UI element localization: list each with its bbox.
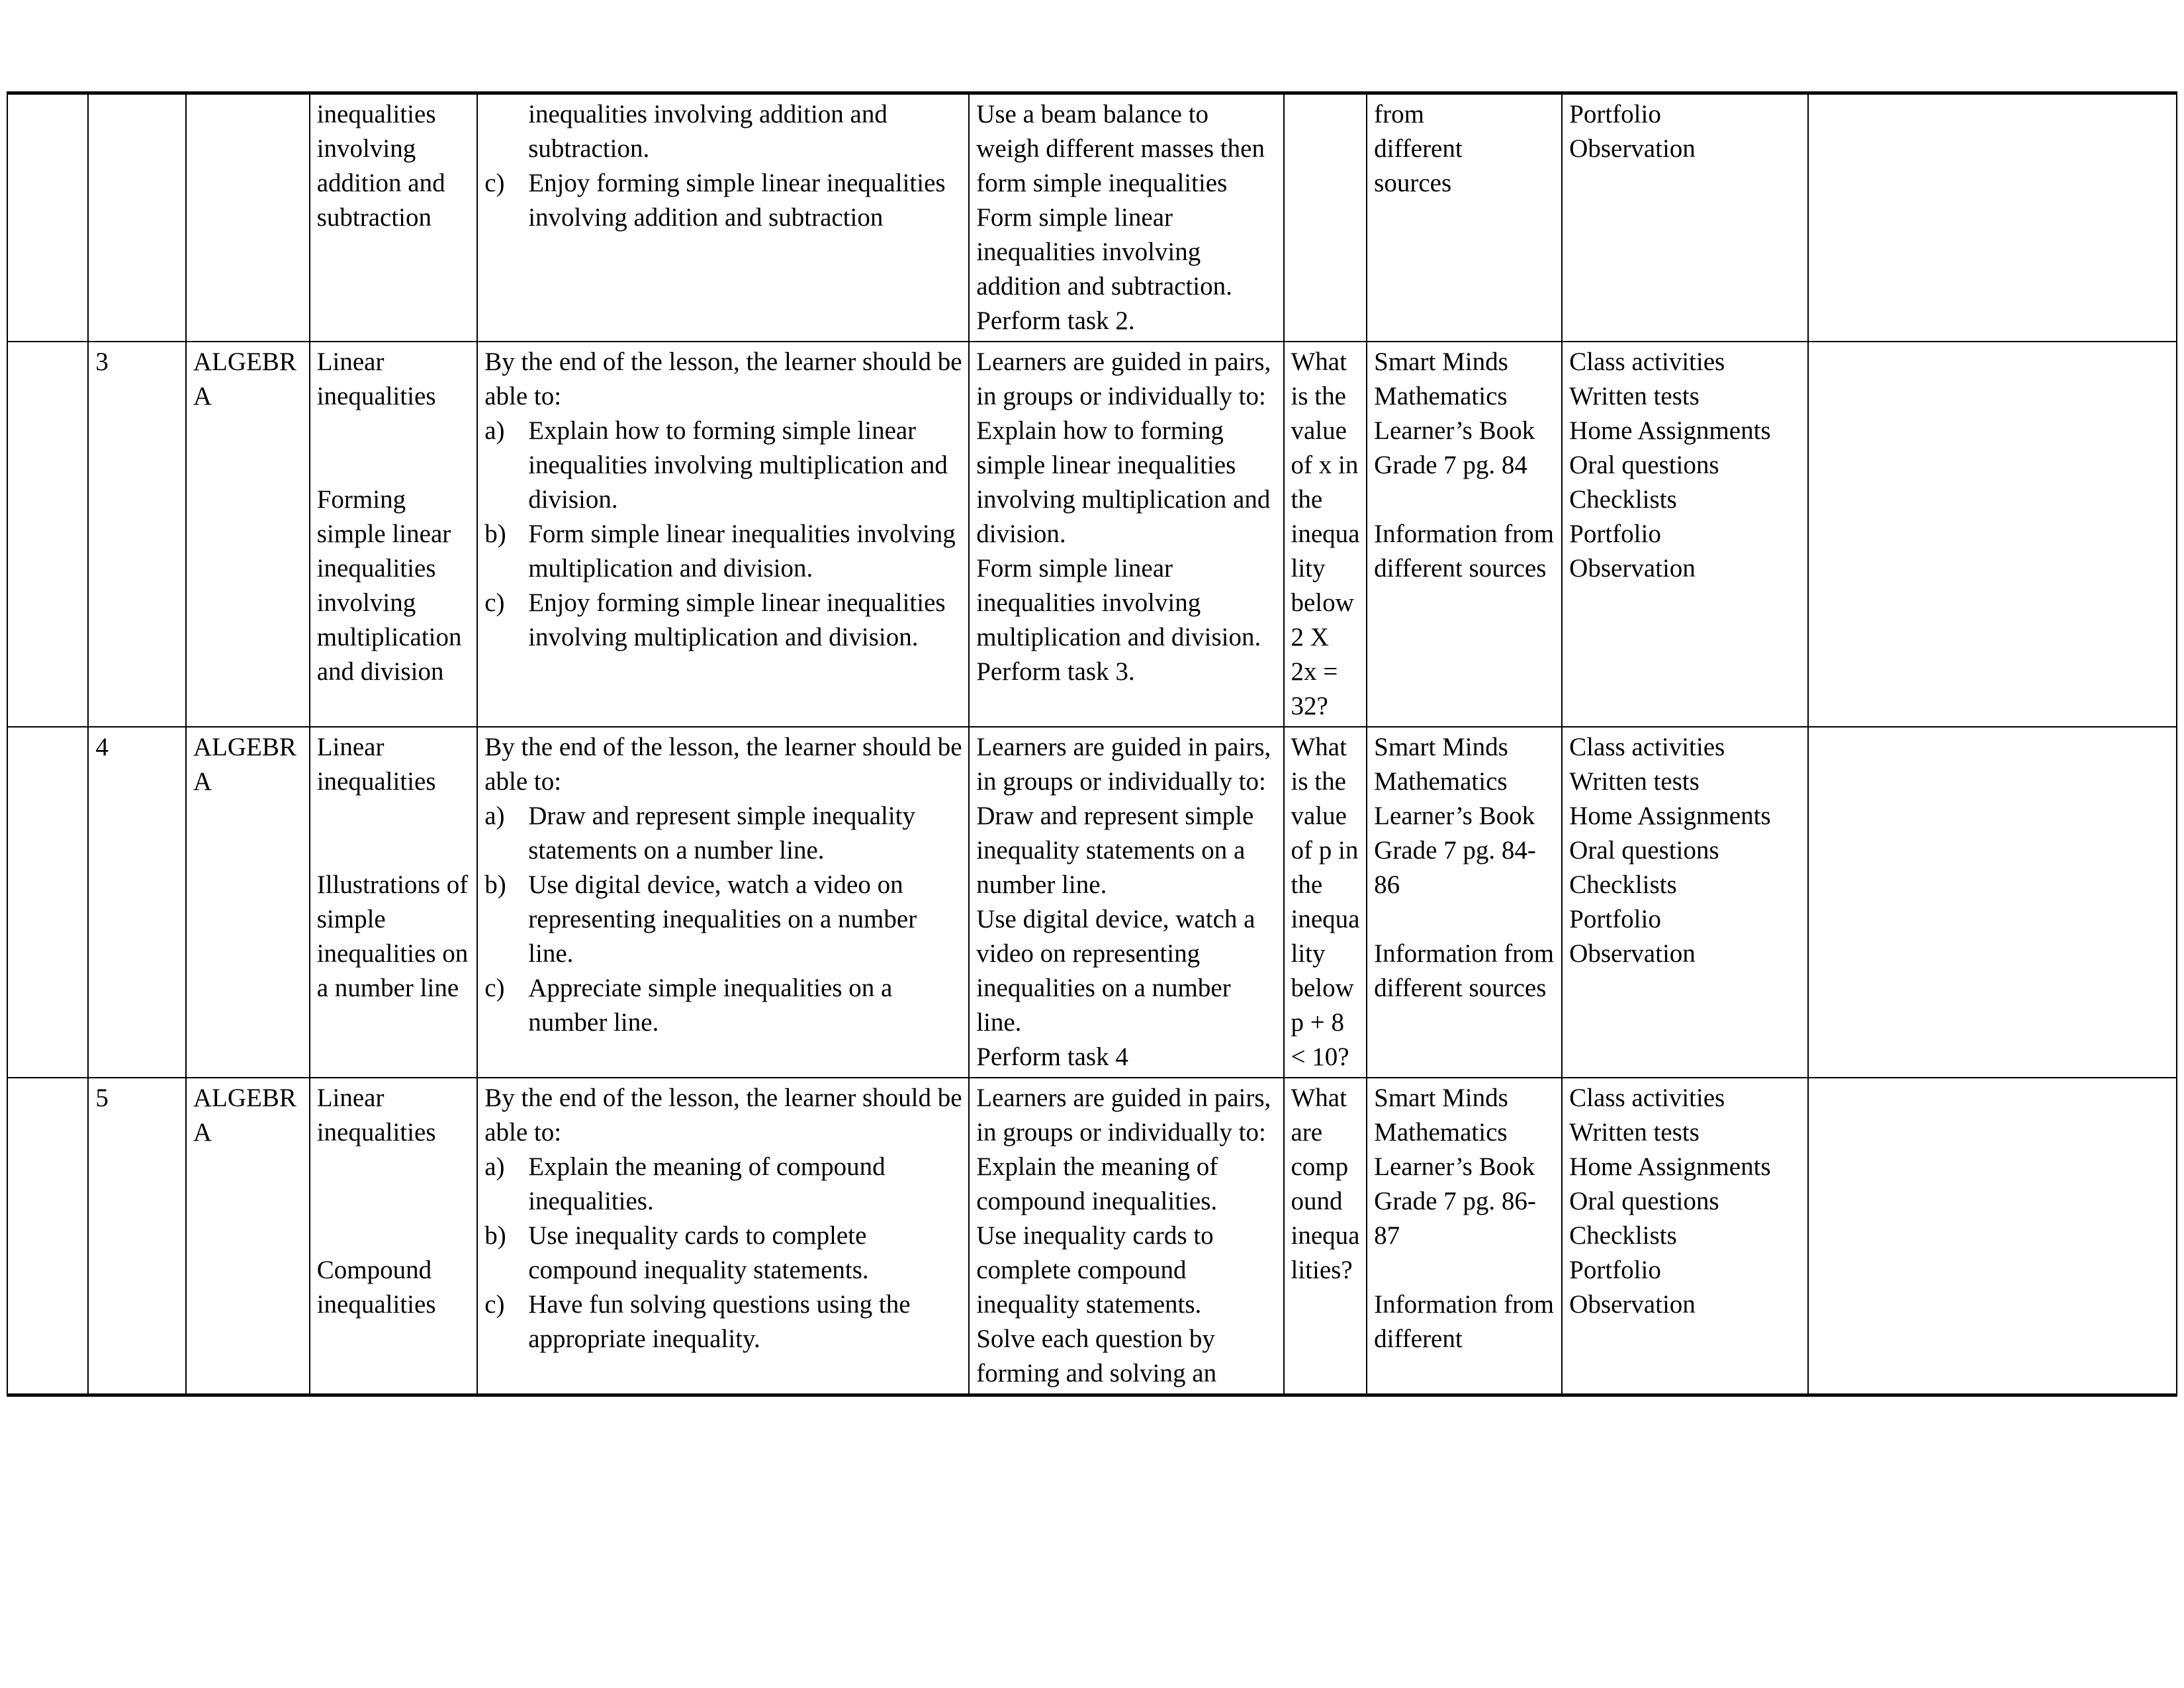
- assessment: [1569, 97, 1802, 166]
- sub-strand-cell: [310, 93, 477, 342]
- outcome-item: [484, 799, 963, 868]
- outcome-item-marker: a): [484, 416, 505, 445]
- learning-experiences-cell: [969, 342, 1283, 727]
- strand-cell: [186, 93, 310, 342]
- resource-line: Information from different sources: [1374, 939, 1554, 1002]
- assessment-line: Portfolio: [1569, 1256, 1661, 1284]
- assessment-methods-cell: [1562, 93, 1808, 342]
- learning-experiences-cell: [969, 1078, 1283, 1395]
- outcome-item: [484, 971, 963, 1040]
- assessment-line: Checklists: [1569, 485, 1677, 514]
- outcome-item-text: Enjoy forming simple linear inequalities involving multiplication and division.: [528, 588, 946, 651]
- sub-strand-line: [317, 833, 471, 868]
- assessment-line: Checklists: [1569, 1221, 1677, 1250]
- reflection-cell: [1808, 342, 2177, 727]
- assessment-line: Observation: [1569, 1290, 1696, 1319]
- learning-resources-cell: [1367, 727, 1562, 1078]
- scheme-of-work-table: [7, 91, 2177, 1397]
- outcome-item-marker: c): [484, 1290, 505, 1319]
- resource: [1374, 345, 1556, 586]
- learning-outcomes-cell-content: [484, 97, 963, 235]
- resource-line: from: [1374, 100, 1424, 128]
- outcome-item: [484, 414, 963, 517]
- sub-strand: [317, 730, 471, 1006]
- key-inquiry-question-cell: What is the value of x in the inequality below 2 X 2x = 32?: [1284, 342, 1367, 727]
- key-inquiry-question-cell: What is the value of p in the inequality below p + 8 < 10?: [1284, 727, 1367, 1078]
- learning-experiences-cell: [969, 93, 1283, 342]
- sub-strand-line: [317, 1219, 471, 1253]
- assessment-line: Class activities: [1569, 733, 1725, 761]
- resource: [1374, 97, 1556, 201]
- learning-outcomes-cell-content: [484, 345, 963, 655]
- outcome-item-marker: a): [484, 1152, 505, 1181]
- experience-line: Draw and represent simple inequality statements on a number line.: [976, 802, 1254, 899]
- week-cell: [7, 342, 88, 727]
- experience-line: Perform task 3.: [976, 657, 1135, 686]
- assessment-line: Home Assignments: [1569, 1152, 1771, 1181]
- outcome-item: [484, 97, 963, 166]
- outcome-item-text: Explain the meaning of compound inequalities.: [528, 1152, 886, 1215]
- experiences-intro: Learners are guided in pairs, in groups or individually to:: [976, 733, 1271, 796]
- outcome-item: [484, 166, 963, 235]
- learning-outcomes-cell: [477, 1078, 969, 1395]
- outcome-item-text: Appreciate simple inequalities on a number line.: [528, 974, 893, 1037]
- sub-strand-line: Linear inequalities: [316, 348, 436, 410]
- strand-cell: ALGEBRA: [186, 727, 310, 1078]
- reflection-cell: [1808, 1078, 2177, 1395]
- outcome-item-marker: c): [484, 588, 505, 617]
- experiences-intro: Learners are guided in pairs, in groups or individually to:: [976, 1084, 1271, 1147]
- week-cell: [7, 1078, 88, 1395]
- sub-strand-line: subtraction: [316, 203, 432, 232]
- resource-line: different: [1374, 134, 1463, 163]
- experience-line: Form simple linear inequalities involving addition and subtraction.: [976, 203, 1232, 301]
- resource-line: Smart Minds Mathematics Learner’s Book Grade 7 pg. 84-86: [1374, 733, 1536, 899]
- learning-outcomes-cell: [477, 727, 969, 1078]
- week-cell: [7, 93, 88, 342]
- sub-strand: [317, 97, 471, 235]
- sub-strand-cell: [310, 1078, 477, 1395]
- sub-strand: [317, 345, 471, 689]
- assessment-methods-cell: [1562, 727, 1808, 1078]
- learning-resources-cell: [1367, 1078, 1562, 1395]
- table-row: [7, 1078, 2177, 1395]
- assessment-line: Written tests: [1569, 382, 1700, 410]
- key-inquiry-question-cell: [1284, 93, 1367, 342]
- assessment-line: Oral questions: [1569, 451, 1719, 479]
- outcome-item-marker: [484, 97, 519, 166]
- learning-outcomes-cell-content: [484, 730, 963, 1040]
- learning-outcomes-cell: [477, 93, 969, 342]
- learning-experiences-cell: [969, 727, 1283, 1078]
- outcome-item-text: Form simple linear inequalities involving multiplication and division.: [528, 520, 956, 583]
- outcome-item-text: Explain how to forming simple linear inequalities involving multiplication and division.: [528, 416, 948, 514]
- resource-line: sources: [1374, 169, 1452, 197]
- resource-line: [1374, 1253, 1556, 1288]
- sub-strand-line: [317, 799, 471, 833]
- outcome-item-text: Draw and represent simple inequality statements on a number line.: [528, 802, 916, 865]
- strand-cell: ALGEBRA: [186, 342, 310, 727]
- sub-strand-line: [317, 1184, 471, 1219]
- resource: [1374, 730, 1556, 1006]
- outcome-item: [484, 868, 963, 971]
- reflection-cell: [1808, 93, 2177, 342]
- learning-resources-cell: [1367, 342, 1562, 727]
- table-row: [7, 342, 2177, 727]
- resource-line: Information from different sources: [1374, 520, 1554, 583]
- experience-line: Use inequality cards to complete compound inequality statements.: [976, 1221, 1214, 1319]
- outcome-item-marker: c): [484, 169, 505, 197]
- lesson-number-cell: [88, 93, 186, 342]
- experience-line: Perform task 4: [976, 1043, 1128, 1071]
- sub-strand-line: [317, 448, 471, 483]
- outcome-item: [484, 517, 963, 586]
- scheme-of-work-sheet: [7, 91, 2177, 1397]
- assessment-line: Written tests: [1569, 767, 1700, 796]
- assessment-line: Observation: [1569, 134, 1696, 163]
- assessment-line: Portfolio: [1569, 905, 1661, 933]
- resource: [1374, 1081, 1556, 1356]
- experience-line: Explain the meaning of compound inequalities.: [976, 1152, 1218, 1215]
- assessment-line: Portfolio: [1569, 520, 1661, 548]
- outcomes-intro: By the end of the lesson, the learner should be able to:: [484, 733, 962, 796]
- sub-strand-cell: [310, 342, 477, 727]
- assessment: [1569, 1081, 1802, 1322]
- experience-line: Form simple linear inequalities involving multiplication and division.: [976, 554, 1261, 651]
- assessment-methods-cell: [1562, 1078, 1808, 1395]
- sub-strand-line: [317, 1150, 471, 1184]
- assessment-line: Checklists: [1569, 870, 1677, 899]
- experience-line: Solve each question by forming and solving an: [976, 1325, 1217, 1387]
- lesson-number-cell: 3: [88, 342, 186, 727]
- outcome-item: [484, 1288, 963, 1356]
- sub-strand-line: [317, 414, 471, 448]
- resource-line: [1374, 483, 1556, 517]
- assessment-line: Home Assignments: [1569, 416, 1771, 445]
- sub-strand-line: Compound inequalities: [316, 1256, 436, 1319]
- experience-line: Explain how to forming simple linear inequalities involving multiplication and division.: [976, 416, 1271, 548]
- sub-strand-line: inequalities: [316, 100, 436, 128]
- learning-resources-cell: [1367, 93, 1562, 342]
- experience-line: Perform task 2.: [976, 306, 1135, 335]
- strand-cell: ALGEBRA: [186, 1078, 310, 1395]
- sub-strand-line: Linear inequalities: [316, 733, 436, 796]
- learning-experiences-cell-content: [976, 97, 1277, 338]
- assessment-line: Written tests: [1569, 1118, 1700, 1147]
- experience-line: Use digital device, watch a video on representing inequalities on a number line.: [976, 905, 1255, 1037]
- outcome-item: [484, 1150, 963, 1219]
- resource-line: Smart Minds Mathematics Learner’s Book Grade 7 pg. 84: [1374, 348, 1535, 479]
- assessment-line: Observation: [1569, 939, 1696, 968]
- assessment-line: Observation: [1569, 554, 1696, 583]
- assessment-methods-cell: [1562, 342, 1808, 727]
- assessment: [1569, 730, 1802, 971]
- outcome-item-marker: b): [484, 520, 506, 548]
- sub-strand-line: addition and: [316, 169, 445, 197]
- table-row: [7, 727, 2177, 1078]
- outcome-item-text: Enjoy forming simple linear inequalities involving addition and subtraction: [528, 169, 946, 232]
- outcome-item-text: Have fun solving questions using the appropriate inequality.: [528, 1290, 911, 1353]
- outcome-item-marker: b): [484, 1221, 506, 1250]
- week-cell: [7, 727, 88, 1078]
- outcomes-intro: By the end of the lesson, the learner should be able to:: [484, 1084, 962, 1147]
- assessment-line: Class activities: [1569, 1084, 1725, 1112]
- assessment-line: Oral questions: [1569, 1187, 1719, 1215]
- sub-strand-cell: [310, 727, 477, 1078]
- table-row: [7, 93, 2177, 342]
- outcome-item-marker: b): [484, 870, 506, 899]
- resource-line: Information from different: [1374, 1290, 1554, 1353]
- outcome-item-text: inequalities involving addition and subtraction.: [528, 100, 887, 163]
- assessment-line: Class activities: [1569, 348, 1725, 376]
- sub-strand-line: Illustrations of simple inequalities on a number line: [316, 870, 469, 1002]
- sub-strand-line: Linear inequalities: [316, 1084, 436, 1147]
- experience-line: Use a beam balance to weigh different masses then form simple inequalities: [976, 100, 1265, 197]
- outcome-item-marker: a): [484, 802, 505, 830]
- resource-line: [1374, 902, 1556, 937]
- learning-outcomes-cell: [477, 342, 969, 727]
- sub-strand-line: involving: [316, 134, 416, 163]
- assessment-line: Oral questions: [1569, 836, 1719, 865]
- assessment-line: Portfolio: [1569, 100, 1661, 128]
- table-body: [7, 93, 2177, 1395]
- outcome-item-marker: c): [484, 974, 505, 1002]
- learning-experiences-cell-content: [976, 730, 1277, 1074]
- key-inquiry-question-cell: What are compound inequalities?: [1284, 1078, 1367, 1395]
- sub-strand: [317, 1081, 471, 1322]
- outcome-item: [484, 1219, 963, 1288]
- assessment: [1569, 345, 1802, 586]
- learning-outcomes-cell-content: [484, 1081, 963, 1356]
- assessment-line: Home Assignments: [1569, 802, 1771, 830]
- experiences-intro: Learners are guided in pairs, in groups or individually to:: [976, 348, 1271, 410]
- learning-experiences-cell-content: [976, 345, 1277, 689]
- outcome-item-text: Use digital device, watch a video on representing inequalities on a number line.: [528, 870, 917, 968]
- outcome-item: [484, 586, 963, 655]
- reflection-cell: [1808, 727, 2177, 1078]
- lesson-number-cell: 4: [88, 727, 186, 1078]
- resource-line: Smart Minds Mathematics Learner’s Book Grade 7 pg. 86-87: [1374, 1084, 1536, 1250]
- sub-strand-line: Forming simple linear inequalities involving multiplication and division: [316, 485, 462, 686]
- outcomes-intro: By the end of the lesson, the learner should be able to:: [484, 348, 962, 410]
- lesson-number-cell: 5: [88, 1078, 186, 1395]
- outcome-item-text: Use inequality cards to complete compound inequality statements.: [528, 1221, 869, 1284]
- learning-experiences-cell-content: [976, 1081, 1277, 1391]
